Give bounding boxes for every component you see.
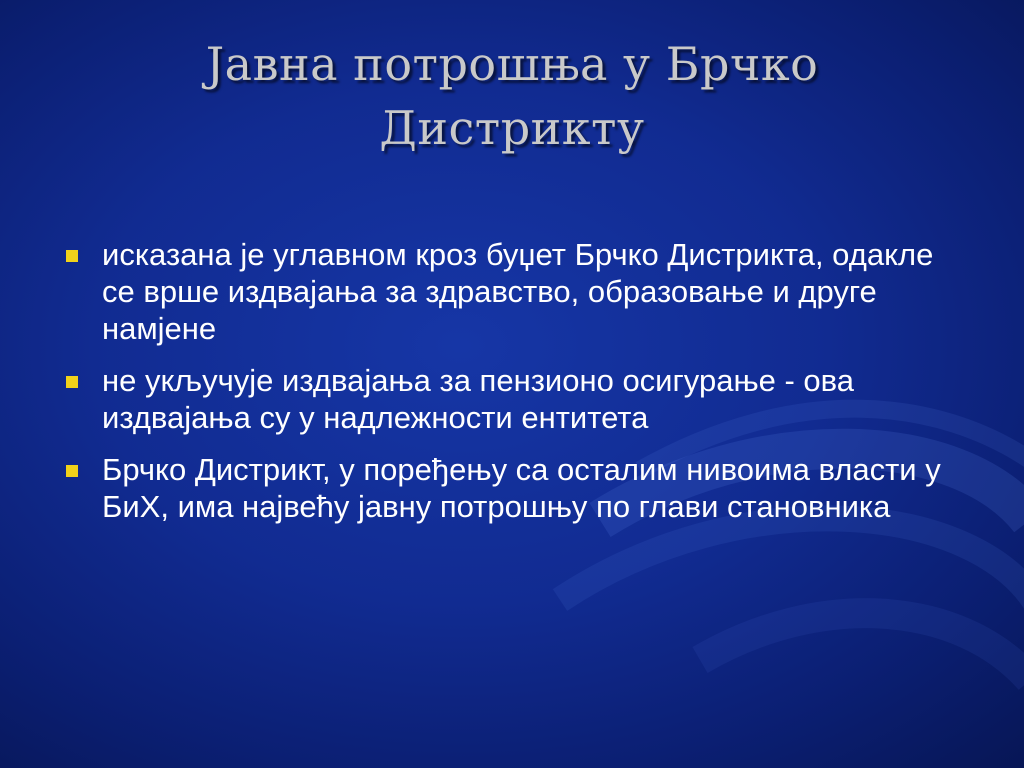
bullet-text: не укључује издвајања за пензионо осигурање - ова издвајања су у надлежности ентитета: [102, 363, 855, 435]
bullet-item: [62, 451, 962, 525]
bullet-item: [62, 362, 962, 436]
square-bullet-icon: [66, 465, 78, 477]
slide-title: Јавна потрошња у Брчко Дистрикту: [205, 37, 819, 155]
square-bullet-icon: [66, 376, 78, 388]
square-bullet-icon: [66, 250, 78, 262]
bullet-text: Брчко Дистрикт, у поређењу са осталим нивоима власти у БиХ, има највећу јавну потрошњу по глави становника: [102, 452, 941, 524]
bullet-item: [62, 236, 962, 347]
bullet-list: [62, 236, 962, 540]
bullet-text: исказана је углавном кроз буџет Брчко Дистрикта, одакле се врше издвајања за здравство, образовање и друге намјене: [102, 237, 934, 346]
